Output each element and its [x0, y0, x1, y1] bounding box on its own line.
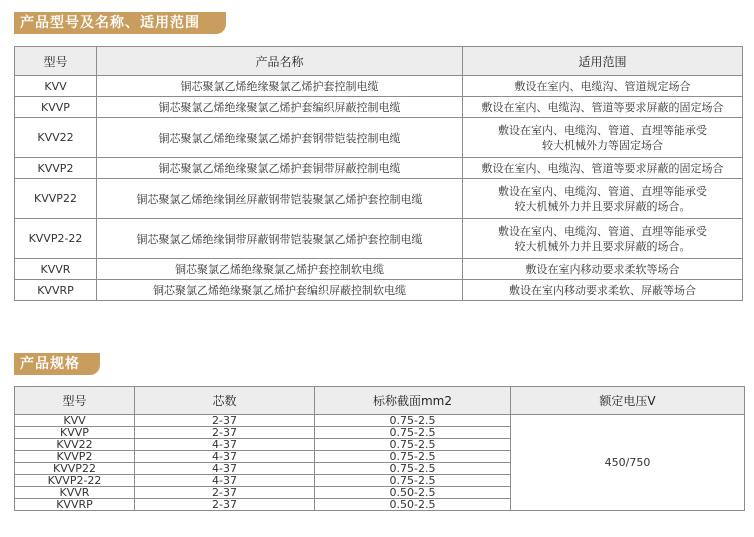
usage-line: 敷设在室内、电缆沟、管道等要求屏蔽的固定场合 [481, 161, 724, 175]
table-header-row [15, 387, 745, 415]
cell-model: KVVP22 [15, 463, 135, 475]
cell-product-name: 铜芯聚氯乙烯绝缘聚氯乙烯护套编织屏蔽控制软电缆 [97, 280, 463, 301]
cell-section: 0.75-2.5 [315, 415, 511, 427]
usage-line: 较大机械外力并且要求屏蔽的场合。 [514, 199, 691, 213]
table-header-row [15, 47, 743, 76]
cell-usage [463, 97, 743, 118]
table-row [15, 158, 743, 179]
table-row [15, 259, 743, 280]
usage-line: 敷设在室内、电缆沟、管道规定场合 [514, 79, 691, 93]
table-row [15, 97, 743, 118]
cell-model: KVVP2 [15, 158, 97, 179]
cell-cores: 2-37 [135, 415, 315, 427]
cell-model: KVV [15, 76, 97, 97]
cell-section: 0.75-2.5 [315, 427, 511, 439]
cell-model: KVVRP [15, 499, 135, 511]
header-product-name: 产品名称 [97, 47, 463, 76]
header-section: 标称截面mm2 [315, 387, 511, 415]
usage-line: 敷设在室内、电缆沟、管道等要求屏蔽的固定场合 [481, 100, 724, 114]
usage-line: 敷设在室内移动要求柔软等场合 [525, 262, 680, 276]
cell-section: 0.50-2.5 [315, 499, 511, 511]
cell-model: KVVRP [15, 280, 97, 301]
cell-usage [463, 219, 743, 259]
usage-line: 较大机械外力并且要求屏蔽的场合。 [514, 239, 691, 253]
cell-model: KVV22 [15, 439, 135, 451]
cell-cores: 2-37 [135, 487, 315, 499]
table-row [15, 280, 743, 301]
cell-product-name: 铜芯聚氯乙烯绝缘聚氯乙烯护套编织屏蔽控制电缆 [97, 97, 463, 118]
cell-model: KVVR [15, 259, 97, 280]
cell-model: KVVP [15, 427, 135, 439]
cell-usage [463, 158, 743, 179]
cell-cores: 4-37 [135, 451, 315, 463]
section-title-specs: 产品规格 [14, 353, 100, 375]
cell-section: 0.50-2.5 [315, 487, 511, 499]
table-row [15, 118, 743, 158]
cell-usage [463, 118, 743, 158]
table-row [15, 179, 743, 219]
cell-model: KVV22 [15, 118, 97, 158]
cell-product-name: 铜芯聚氯乙烯绝缘聚氯乙烯护套铜带屏蔽控制电缆 [97, 158, 463, 179]
table-row [15, 219, 743, 259]
header-model: 型号 [15, 387, 135, 415]
cell-model: KVVP2 [15, 451, 135, 463]
models-table [14, 46, 743, 301]
cell-section: 0.75-2.5 [315, 451, 511, 463]
cell-cores: 4-37 [135, 463, 315, 475]
cell-usage [463, 280, 743, 301]
header-usage: 适用范围 [463, 47, 743, 76]
usage-line: 较大机械外力等固定场合 [542, 138, 663, 152]
header-model: 型号 [15, 47, 97, 76]
cell-section: 0.75-2.5 [315, 463, 511, 475]
cell-cores: 2-37 [135, 499, 315, 511]
cell-model: KVVP22 [15, 179, 97, 219]
cell-section: 0.75-2.5 [315, 475, 511, 487]
usage-line: 敷设在室内移动要求柔软、屏蔽等场合 [509, 283, 696, 297]
cell-product-name: 铜芯聚氯乙烯绝缘聚氯乙烯护套控制电缆 [97, 76, 463, 97]
specs-table [14, 386, 745, 511]
cell-product-name: 铜芯聚氯乙烯绝缘聚氯乙烯护套控制软电缆 [97, 259, 463, 280]
cell-voltage: 450/750 [511, 415, 745, 511]
cell-product-name: 铜芯聚氯乙烯绝缘聚氯乙烯护套钢带铠装控制电缆 [97, 118, 463, 158]
cell-model: KVVP [15, 97, 97, 118]
usage-line: 敷设在室内、电缆沟、管道、直埋等能承受 [498, 224, 707, 238]
cell-model: KVVP2-22 [15, 475, 135, 487]
cell-cores: 2-37 [135, 427, 315, 439]
cell-model: KVVR [15, 487, 135, 499]
usage-line: 敷设在室内、电缆沟、管道、直埋等能承受 [498, 184, 707, 198]
table-row [15, 415, 745, 427]
cell-product-name: 铜芯聚氯乙烯绝缘铜丝屏蔽钢带铠装聚氯乙烯护套控制电缆 [97, 179, 463, 219]
cell-section: 0.75-2.5 [315, 439, 511, 451]
cell-product-name: 铜芯聚氯乙烯绝缘铜带屏蔽钢带铠装聚氯乙烯护套控制电缆 [97, 219, 463, 259]
header-voltage: 额定电压V [511, 387, 745, 415]
cell-model: KVVP2-22 [15, 219, 97, 259]
table-row [15, 76, 743, 97]
cell-usage [463, 259, 743, 280]
header-cores: 芯数 [135, 387, 315, 415]
section-title-models: 产品型号及名称、适用范围 [14, 12, 226, 34]
cell-usage [463, 179, 743, 219]
cell-cores: 4-37 [135, 439, 315, 451]
cell-model: KVV [15, 415, 135, 427]
usage-line: 敷设在室内、电缆沟、管道、直埋等能承受 [498, 123, 707, 137]
cell-usage [463, 76, 743, 97]
cell-cores: 4-37 [135, 475, 315, 487]
